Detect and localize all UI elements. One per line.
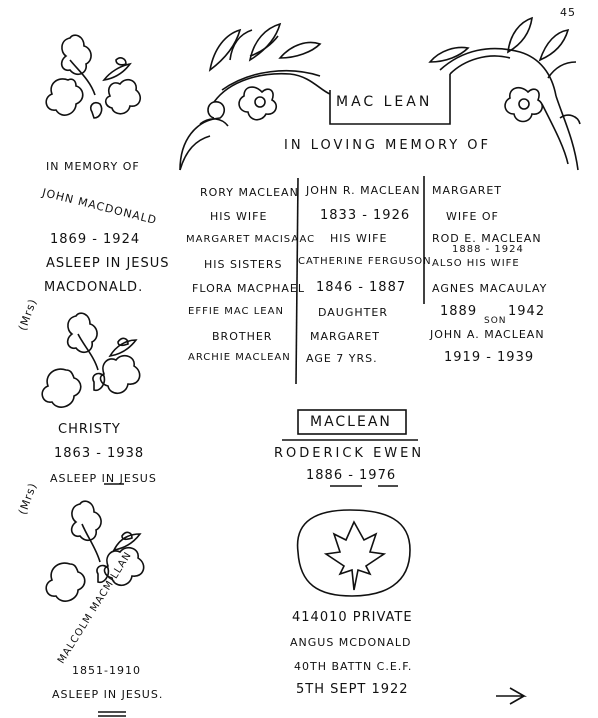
malcolm-years: 1851-1910 [72,664,141,677]
col1-line: BROTHER [212,330,273,343]
christy-name: CHRISTY [58,422,121,437]
john-epitaph: ASLEEP IN JESUS [46,256,170,271]
col2-line: 1846 - 1887 [316,280,407,295]
col1-line: MARGARET MACISAAC [186,234,316,245]
col3-line: WIFE OF [446,210,499,223]
angus-line-1: 414010 PRIVATE [292,610,413,625]
arrow-icon [496,688,524,704]
angus-line-4: 5TH SEPT 1922 [296,682,409,697]
christy-epitaph: ASLEEP IN JESUS [50,472,157,485]
col2-line: HIS WIFE [330,232,388,245]
col3-line: SON [484,316,507,326]
col2-line: DAUGHTER [318,306,388,319]
john-surname: MACDONALD. [44,280,144,295]
christy-annotation: (Mrs) [16,296,40,333]
christy-years: 1863 - 1938 [54,446,145,461]
malcolm-name: MALCOLM MACMILLAN [56,549,135,666]
col3-line: JOHN A. MACLEAN [430,328,545,341]
col3-line: MARGARET [432,184,503,197]
double-underline [98,712,126,716]
col3-line: ROD E. MACLEAN [432,232,542,245]
page-number: 45 [560,6,576,19]
john-years: 1869 - 1924 [50,232,141,247]
col1-line: RORY MACLEAN [200,186,299,199]
malcolm-annotation: (Mrs) [16,480,40,517]
col1-line: HIS WIFE [210,210,268,223]
col2-line: MARGARET [310,330,381,343]
oak-leaf-sprig-icon [46,35,140,118]
stone-surname: MAC LEAN [336,94,433,110]
stone-heading: IN LOVING MEMORY OF [284,138,491,153]
oak-leaf-sprig-icon [46,501,143,601]
roderick-name: RODERICK EWEN [274,446,425,461]
col3-line: ALSO HIS WIFE [432,258,520,269]
maple-leaf-medallion-icon [298,510,410,596]
john-macdonald-name: JOHN MACDONALD [40,186,159,228]
malcolm-epitaph: ASLEEP IN JESUS. [52,688,164,701]
roderick-years: 1886 - 1976 [306,468,397,483]
col3-line: 1942 [508,304,546,319]
angus-line-2: ANGUS MCDONALD [290,636,412,649]
col2-line: JOHN R. MACLEAN [306,184,421,197]
col3-line: 1888 - 1924 [452,244,524,255]
col1-line: HIS SISTERS [204,258,283,271]
col2-line: CATHERINE FERGUSON [298,256,432,267]
oak-leaf-sprig-icon [42,313,139,407]
col2-line: AGE 7 YRS. [306,352,378,365]
col3-line: 1889 [440,304,478,319]
roderick-surname: MACLEAN [310,414,392,430]
in-memory-of-label: IN MEMORY OF [46,160,140,173]
col1-line: FLORA MACPHAEL [192,282,305,295]
col3-line: AGNES MACAULAY [432,282,548,295]
column-divider [296,178,298,384]
col3-line: 1919 - 1939 [444,350,535,365]
col1-line: EFFIE MAC LEAN [188,306,284,317]
col1-line: ARCHIE MACLEAN [188,352,291,363]
angus-line-3: 40TH BATTN C.E.F. [294,660,413,673]
col2-line: 1833 - 1926 [320,208,411,223]
